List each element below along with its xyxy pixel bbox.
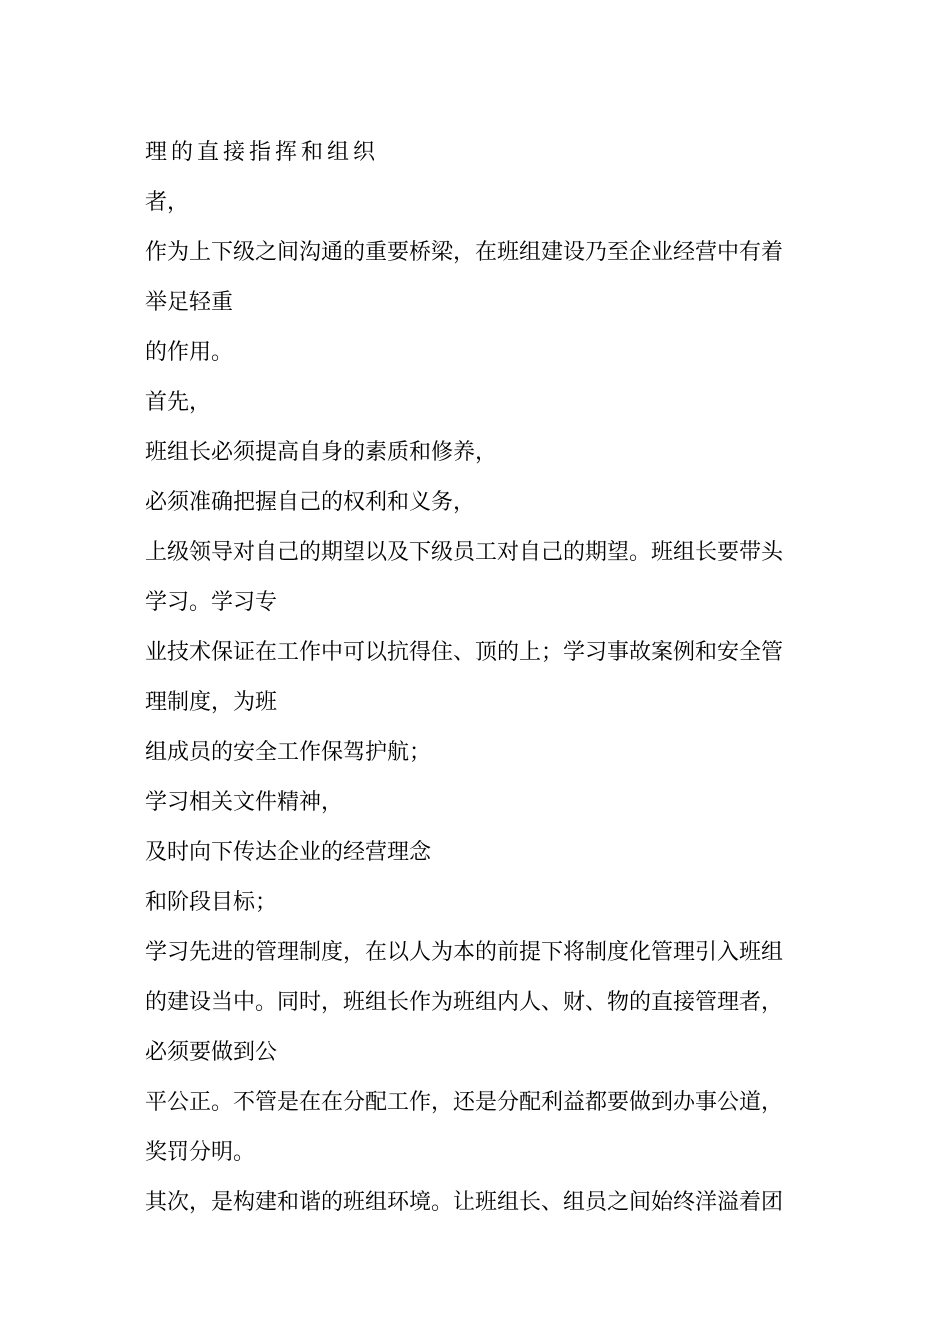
text-line: 学习先进的管理制度，在以人为本的前提下将制度化管理引入班组 [145,940,784,965]
text-line: 的建设当中。同时，班组长作为班组内人、财、物的直接管理者， [145,990,784,1015]
text-line: 上级领导对自己的期望以及下级员工对自己的期望。班组长要带头 [145,540,784,565]
text-line: 理的直接指挥和组织 [145,140,380,165]
text-line: 和阶段目标； [145,890,278,915]
text-line: 及时向下传达企业的经营理念 [145,840,432,865]
text-line: 理制度，为班 [145,690,278,715]
text-line: 作为上下级之间沟通的重要桥梁，在班组建设乃至企业经营中有着 [145,240,784,265]
text-line: 必须准确把握自己的权利和义务， [145,490,476,515]
document-body [145,134,825,1234]
text-line: 学习。学习专 [145,590,278,615]
text-line: 者， [145,190,190,215]
text-line: 其次，是构建和谐的班组环境。让班组长、组员之间始终洋溢着团 [145,1190,784,1215]
text-line: 组成员的安全工作保驾护航； [145,740,432,765]
text-line: 业技术保证在工作中可以抗得住、顶的上；学习事故案例和安全管 [145,640,784,665]
text-line: 的作用。 [145,340,234,365]
text-line: 必须要做到公 [145,1040,278,1065]
text-line: 平公正。不管是在在分配工作，还是分配利益都要做到办事公道， [145,1090,784,1115]
text-line: 奖罚分明。 [145,1140,256,1165]
text-line: 首先， [145,390,212,415]
text-line: 班组长必须提高自身的素质和修养， [145,440,498,465]
text-line: 学习相关文件精神， [145,790,344,815]
text-line: 举足轻重 [145,290,234,315]
